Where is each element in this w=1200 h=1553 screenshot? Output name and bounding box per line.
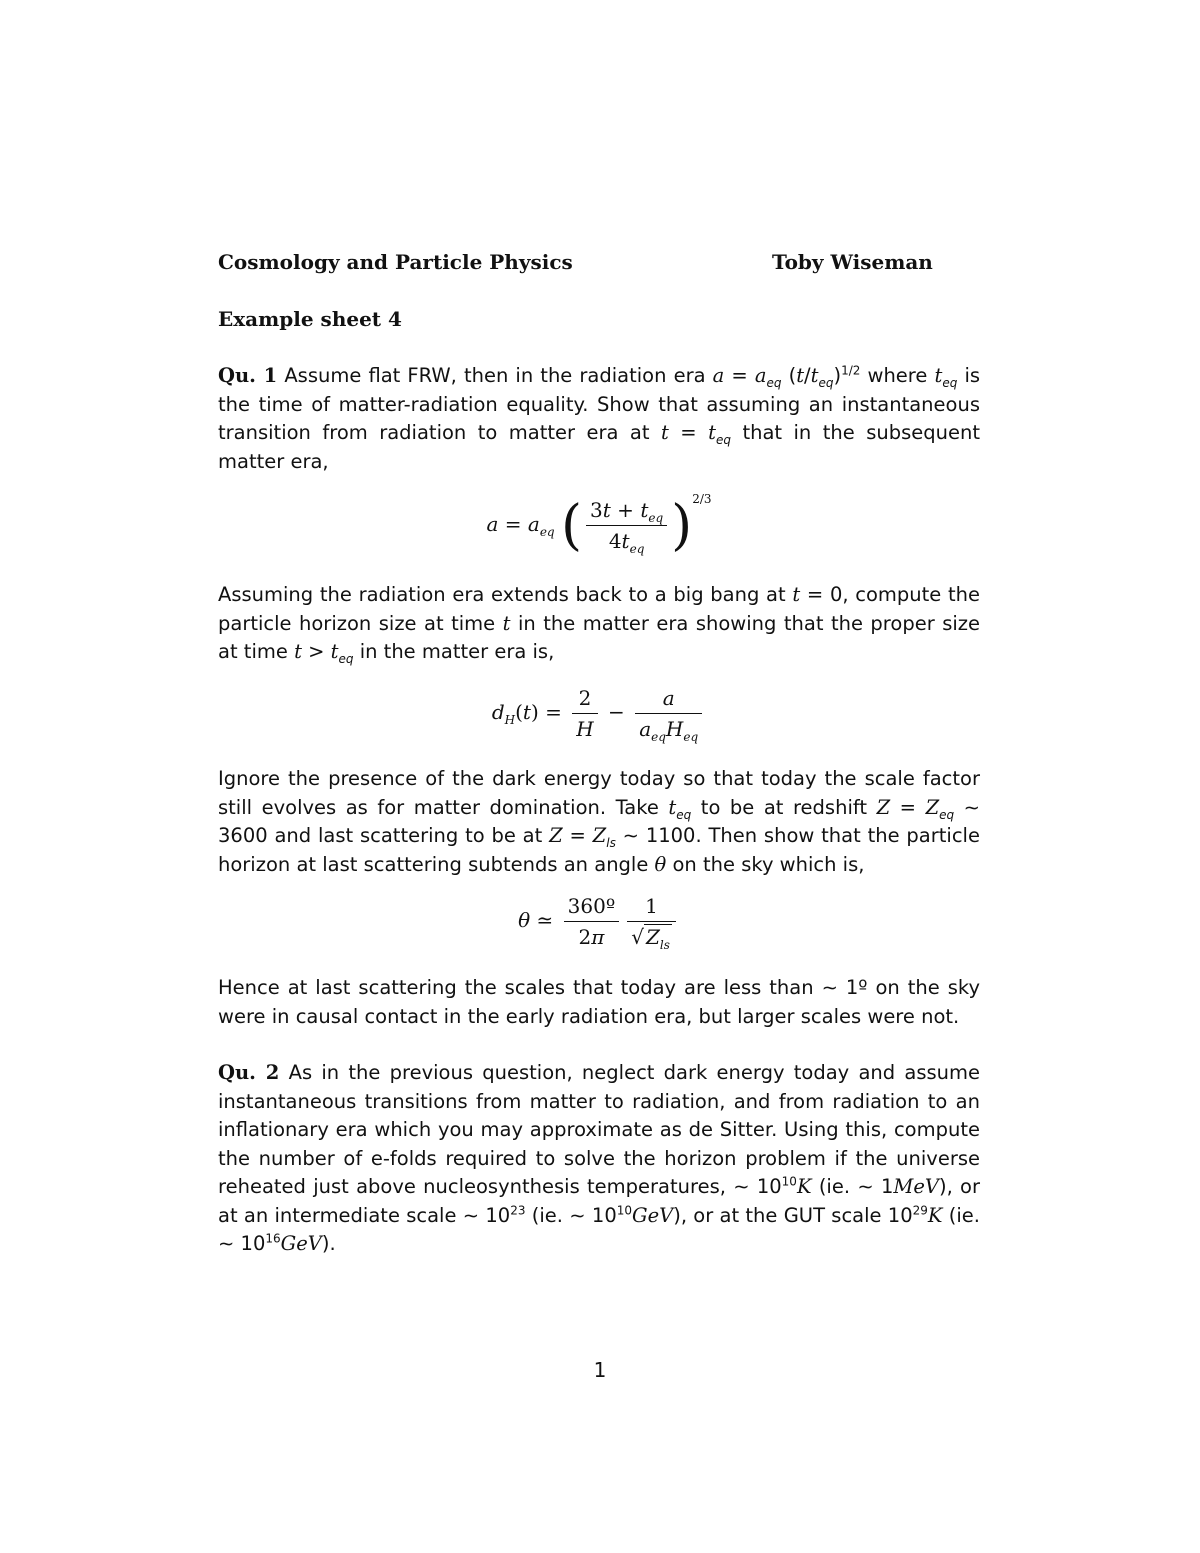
q1-p3-d: . Then show that the particle horizon at last scattering subtends an angle [218, 824, 980, 876]
q2-text-f: (ie. ∼ 10 [218, 1203, 981, 1255]
q2-text-e: ), or at the GUT scale 10 [673, 1203, 913, 1227]
q1-p3-b: to be at redshift [700, 795, 868, 819]
q2-label: Qu. 2 [218, 1061, 280, 1084]
q1-p2-d: in the matter era is, [359, 640, 555, 663]
q1-p2-a: Assuming the radiation era extends back to a big bang at [218, 583, 786, 606]
q2-paragraph: Qu. 2 As in the previous question, neglect dark energy today and assume instantaneous transitions from matter to radiation, and from radiation to an inflationary era which you may approximate as de Sitter. Using this, compute the number of e-folds required to solve the horizon problem if the universe reheated just above nucleosynthesis temperatures, ∼ $10^{10}K$ (ie. ∼ 1MeV), or at an intermediate scale ∼ $10^{23}$ (ie. ∼ $10^{10}GeV$), or at the GUT scale $10^{29}K$ (ie. ∼ $10^{16}GeV$). [218, 1061, 981, 1255]
q1-text-a: Assume flat FRW, then in the radiation era [284, 364, 706, 387]
equation-scale-factor: $a = a_{eq}$ ( $\frac{3t + t_{eq}}{4t_{eq}}$ )$^{2/3}$ [486, 492, 712, 557]
equation-particle-horizon: $d_H(t)$ = $\frac{2}{H}$ − $\frac{a}{a_{eq}H_{eq}}$ [218, 686, 980, 741]
course-title: Cosmology and Particle Physics [218, 250, 573, 274]
q1-p3-c: and last scattering to be at [274, 824, 543, 847]
q1-text-d: that in the subsequent matter era, [218, 421, 981, 473]
q1-p3-a: Ignore the presence of the dark energy today so that today the scale factor still evolves as for matter domination. Take [218, 767, 980, 819]
q1-paragraph-3: Ignore the presence of the dark energy today so that today the scale factor still evolves as for matter domination. Take $t_{eq}$ to be at redshift $Z = Z_{eq}$ ∼ 3600 and last scattering to be at $Z = Z_{ls}$ ∼ 1100. Then show that the particle horizon at last scattering subtends an angle θ on the sky which is, [218, 767, 981, 876]
q1-label: Qu. 1 [218, 364, 278, 387]
q2-text-d: (ie. ∼ 10 [531, 1203, 617, 1227]
q1-paragraph-2: Assuming the radiation era extends back to a big bang at t = 0, compute the particle horizon size at time t in the matter era showing that the proper size at time $t > t_{eq}$ in the matter era is, [218, 583, 980, 666]
q2-text-a: As in the previous question, neglect dark energy today and assume instantaneous transitions from matter to radiation, and from radiation to an inflationary era which you may approximate as de Sitter. Using this, compute the number of e-folds required to solve the horizon problem if the universe reheated just above nucleosynthesis temperatures, ∼ 10 [218, 1061, 980, 1198]
q1-p2-c: in the matter era showing that the proper size at time [218, 611, 980, 663]
q1-paragraph-4: Hence at last scattering the scales that today are less than ∼ 1º on the sky were in causal contact in the early radiation era, but larger scales were not. [218, 976, 980, 1028]
sheet-title: Example sheet 4 [218, 307, 402, 331]
equation-angle: θ ≃ $\frac{\text{360º}}{2\pi}$ $\frac{1}{√ Z_{ls}}$ [218, 894, 980, 949]
q1-p3-e: on the sky which is, [672, 852, 865, 876]
page-number: 1 [593, 1358, 607, 1382]
q1-text-c: is the time of matter-radiation equality. Show that assuming an instantaneous transition from radiation to matter era at [218, 364, 981, 444]
q2-text-c: ), or at an intermediate scale ∼ 10 [218, 1175, 981, 1227]
q1-paragraph-1: Qu. 1 Assume flat FRW, then in the radiation era $a = a_{eq}$ $(t/t_{eq})^{1/2}$ where $t_{eq}$ is the time of matter-radiation equality. Show that assuming an instantaneous transition from radiation to matter era at $t = t_{eq}$ that in the subsequent matter era, [218, 363, 981, 473]
q1-text-b: where [867, 364, 928, 387]
q1-p2-b: , compute the particle horizon size at time [218, 583, 980, 635]
author-name: Toby Wiseman [772, 250, 933, 274]
q2-text-b: (ie. ∼ 1 [818, 1175, 894, 1198]
q2-text-g: ). [321, 1232, 336, 1255]
